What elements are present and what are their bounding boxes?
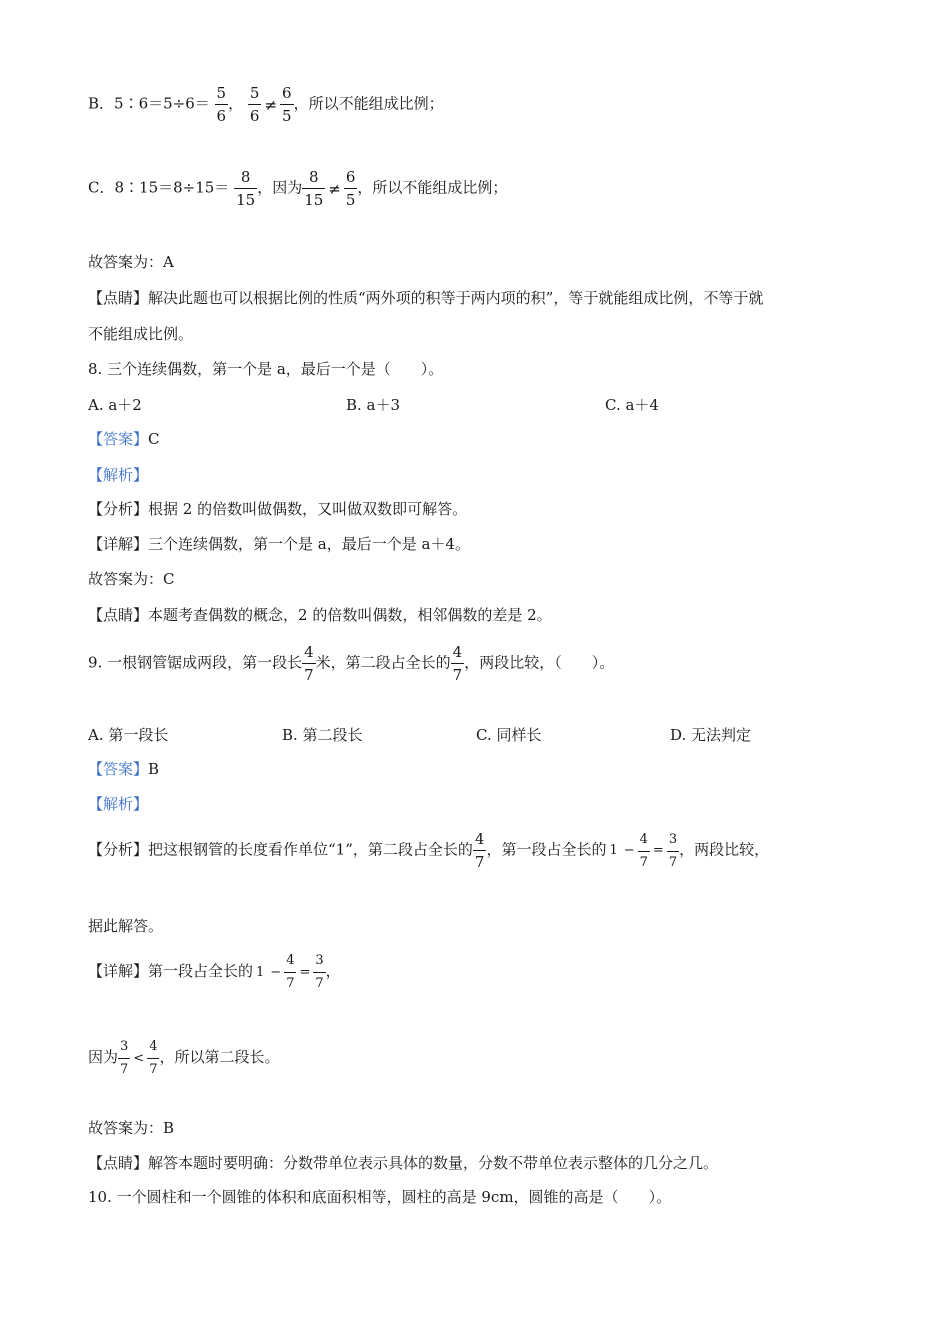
q8-question: 8. 三个连续偶数，第一个是 a，最后一个是（ ）。 (88, 360, 444, 378)
q9-option-c: C. 同样长 (476, 726, 542, 744)
q8-fenxi: 【分析】根据 2 的倍数叫做偶数，又叫做双数即可解答。 (88, 500, 468, 518)
text: ，所以第二段长。 (159, 1048, 280, 1066)
q8-option-b: B. a＋3 (346, 396, 401, 414)
text: ，两段比较，（ ）。 (464, 653, 615, 672)
q9-option-a: A. 第一段长 (88, 726, 169, 744)
fraction: $\frac{6}{5}$ (282, 84, 292, 125)
answer-label: 【答案】 (88, 430, 149, 448)
text: ，所以不能组成比例； (293, 94, 444, 113)
text: ，所以不能组成比例； (357, 178, 508, 197)
q8-option-a: A. a＋2 (88, 396, 142, 414)
q9-option-b: B. 第二段长 (282, 726, 363, 744)
math-expression: 1 − $\frac{4}{7}$ = $\frac{3}{7}$ (606, 844, 679, 859)
neq-sign: ≠ (328, 179, 341, 198)
text: 米，第二段占全长的 (315, 653, 451, 672)
q7-answer: 故答案为：A (88, 253, 174, 271)
fraction: $\frac{5}{6}$ (249, 84, 260, 125)
text: C．8∶15＝8÷15＝ (88, 178, 230, 197)
fraction: $\frac{8}{15}$ (304, 168, 324, 209)
q9-analysis-label: 【解析】 (88, 795, 149, 813)
q8-xiangjie: 【详解】三个连续偶数，第一个是 a，最后一个是 a＋4。 (88, 535, 470, 553)
q9-because (88, 1036, 280, 1081)
text: ， (325, 962, 341, 980)
q7-tip-line1: 【点睛】解决此题也可以根据比例的性质“两外项的积等于两内项的积”，等于就能组成比例，不等于就 (88, 289, 764, 307)
math-expression: $\frac{3}{7}$ < $\frac{4}{7}$ (118, 1051, 159, 1066)
q10-question: 10. 一个圆柱和一个圆锥的体积和底面积相等，圆柱的高是 9cm，圆锥的高是（ ）。 (88, 1188, 672, 1206)
q9-xiangjie (88, 950, 341, 995)
option-c-explanation (88, 166, 507, 211)
q9-answer (88, 759, 159, 779)
fraction: $\frac{6}{5}$ (345, 168, 356, 209)
text: ，第一段占全长的 (486, 840, 607, 859)
fraction: $\frac{4}{7}$ (452, 643, 463, 684)
q9-option-d: D. 无法判定 (670, 726, 752, 744)
q8-option-c: C. a＋4 (605, 396, 659, 414)
q9-answer-final: 故答案为：B (88, 1119, 175, 1137)
q9-question (88, 641, 614, 686)
text: 【详解】第一段占全长的 (88, 962, 254, 980)
math-expression: 1 − $\frac{4}{7}$ = $\frac{3}{7}$ (253, 965, 326, 980)
answer-value: B (148, 760, 160, 778)
fraction: $\frac{4}{7}$ (474, 830, 485, 871)
q9-fenxi-end: 据此解答。 (88, 917, 164, 935)
q9-fenxi (88, 828, 769, 874)
text: ，两段比较， (679, 840, 770, 859)
text: B．5∶6＝5÷6＝ (88, 94, 210, 113)
text: 因为 (88, 1048, 119, 1066)
text: ， (228, 94, 244, 113)
text: ，因为 (257, 178, 303, 197)
q8-answer-final: 故答案为：C (88, 570, 175, 588)
q8-analysis-label: 【解析】 (88, 466, 149, 484)
fraction: $\frac{8}{15}$ (236, 168, 256, 209)
option-b-explanation (88, 82, 444, 127)
answer-value: C (148, 430, 160, 448)
q8-answer (88, 429, 160, 449)
q7-tip-line2: 不能组成比例。 (88, 325, 194, 343)
fraction: $\frac{4}{7}$ (304, 643, 314, 684)
answer-label: 【答案】 (88, 760, 149, 778)
fraction: $\frac{5}{6}$ (216, 84, 227, 125)
text: 9. 一根钢管锯成两段，第一段长 (88, 653, 303, 672)
text: 【分析】把这根钢管的长度看作单位“1”，第二段占全长的 (88, 840, 473, 859)
q9-tip: 【点睛】解答本题时要明确：分数带单位表示具体的数量，分数不带单位表示整体的几分之几。 (88, 1154, 719, 1172)
q8-tip: 【点睛】本题考查偶数的概念，2 的倍数叫偶数，相邻偶数的差是 2。 (88, 606, 552, 624)
neq-sign: ≠ (264, 95, 278, 114)
